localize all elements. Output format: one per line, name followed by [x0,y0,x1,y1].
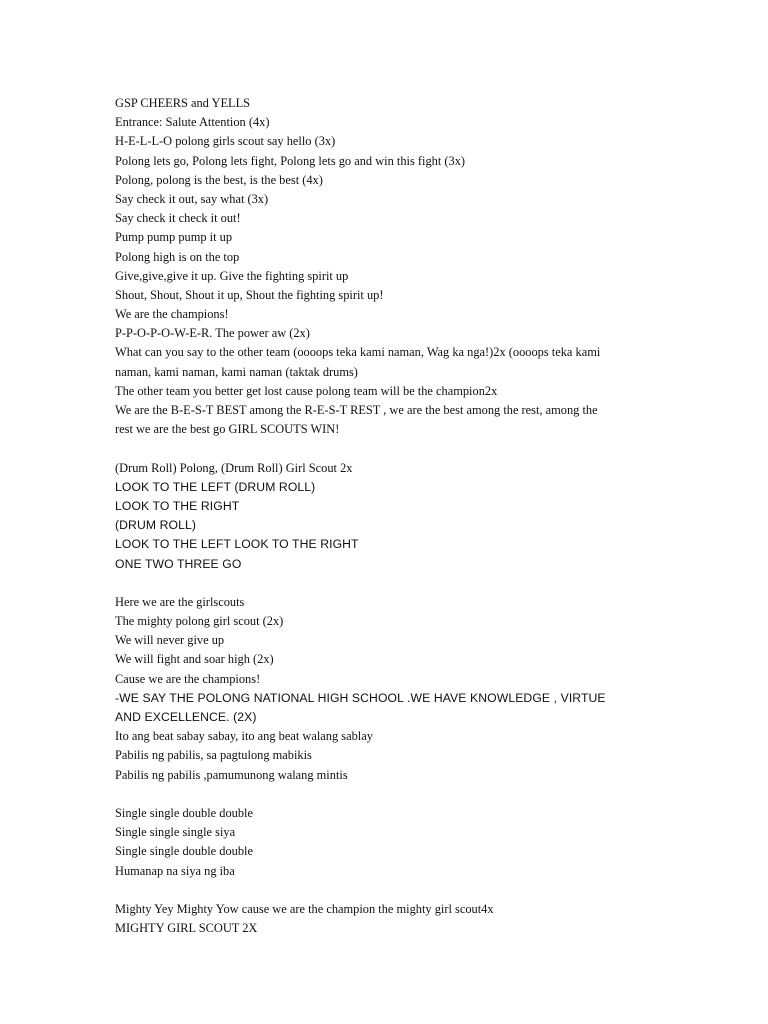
text-line: We will never give up [115,633,225,648]
text-line: Polong, polong is the best, is the best (4x) [115,172,323,187]
text-line: The mighty polong girl scout (2x) [115,614,284,629]
paragraph-gap [115,881,660,900]
text-line: Humanap na siya ng iba [115,863,235,878]
text-line: Single single double double [115,844,254,859]
document-title: GSP CHEERS and YELLS [115,96,251,110]
text-line: We are the champions! [115,307,229,322]
text-line: Single single single siya [115,825,236,840]
text-line: Shout, Shout, Shout it up, Shout the fighting spirit up! [115,287,384,302]
text-line: Single single double double [115,805,254,820]
text-line: Polong lets go, Polong lets fight, Polong lets go and win this fight (3x) [115,153,466,168]
document-body [115,94,660,938]
text-line: Mighty Yey Mighty Yow cause we are the champion the mighty girl scout4x [115,901,494,916]
text-line: Say check it check it out! [115,211,241,226]
text-line: P-P-O-P-O-W-E-R. The power aw (2x) [115,326,310,341]
text-line: Entrance: Salute Attention (4x) [115,115,270,130]
text-line: LOOK TO THE LEFT LOOK TO THE RIGHT [115,537,359,552]
text-line: MIGHTY GIRL SCOUT 2X [115,921,258,936]
text-line: (Drum Roll) Polong, (Drum Roll) Girl Scout 2x [115,460,353,475]
text-line: Here we are the girlscouts [115,594,245,609]
text-line: Say check it out, say what (3x) [115,191,269,206]
paragraph-gap [115,439,660,458]
text-line: (DRUM ROLL) [115,518,196,533]
text-line: Pump pump pump it up [115,230,233,245]
text-line: The other team you better get lost cause polong team will be the champion2x [115,383,498,398]
paragraph-gap [115,574,660,593]
paragraph-gap [115,785,660,804]
text-line: naman, kami naman, kami naman (taktak drums) [115,364,358,379]
text-line: LOOK TO THE RIGHT [115,498,240,513]
text-line: Give,give,give it up. Give the fighting spirit up [115,268,349,283]
text-line: Polong high is on the top [115,249,240,264]
text-line: H-E-L-L-O polong girls scout say hello (3x) [115,134,336,149]
text-line: Pabilis ng pabilis ,pamumunong walang mintis [115,767,348,782]
text-line: LOOK TO THE LEFT (DRUM ROLL) [115,479,316,494]
text-line: We are the B-E-S-T BEST among the R-E-S-T REST , we are the best among the rest, among the [115,403,598,417]
text-line: ONE TWO THREE GO [115,556,242,571]
text-line: rest we are the best go GIRL SCOUTS WIN! [115,422,340,437]
text-line: Cause we are the champions! [115,671,261,686]
text-line: Ito ang beat sabay sabay, ito ang beat walang sablay [115,729,373,744]
text-line: -WE SAY THE POLONG NATIONAL HIGH SCHOOL .WE HAVE KNOWLEDGE , VIRTUE [115,690,606,705]
text-line: Pabilis ng pabilis, sa pagtulong mabikis [115,748,312,763]
text-line: What can you say to the other team (oooops teka kami naman, Wag ka nga!)2x (oooops teka kami [115,345,601,360]
text-line: We will fight and soar high (2x) [115,652,274,667]
text-line: AND EXCELLENCE. (2X) [115,710,257,724]
